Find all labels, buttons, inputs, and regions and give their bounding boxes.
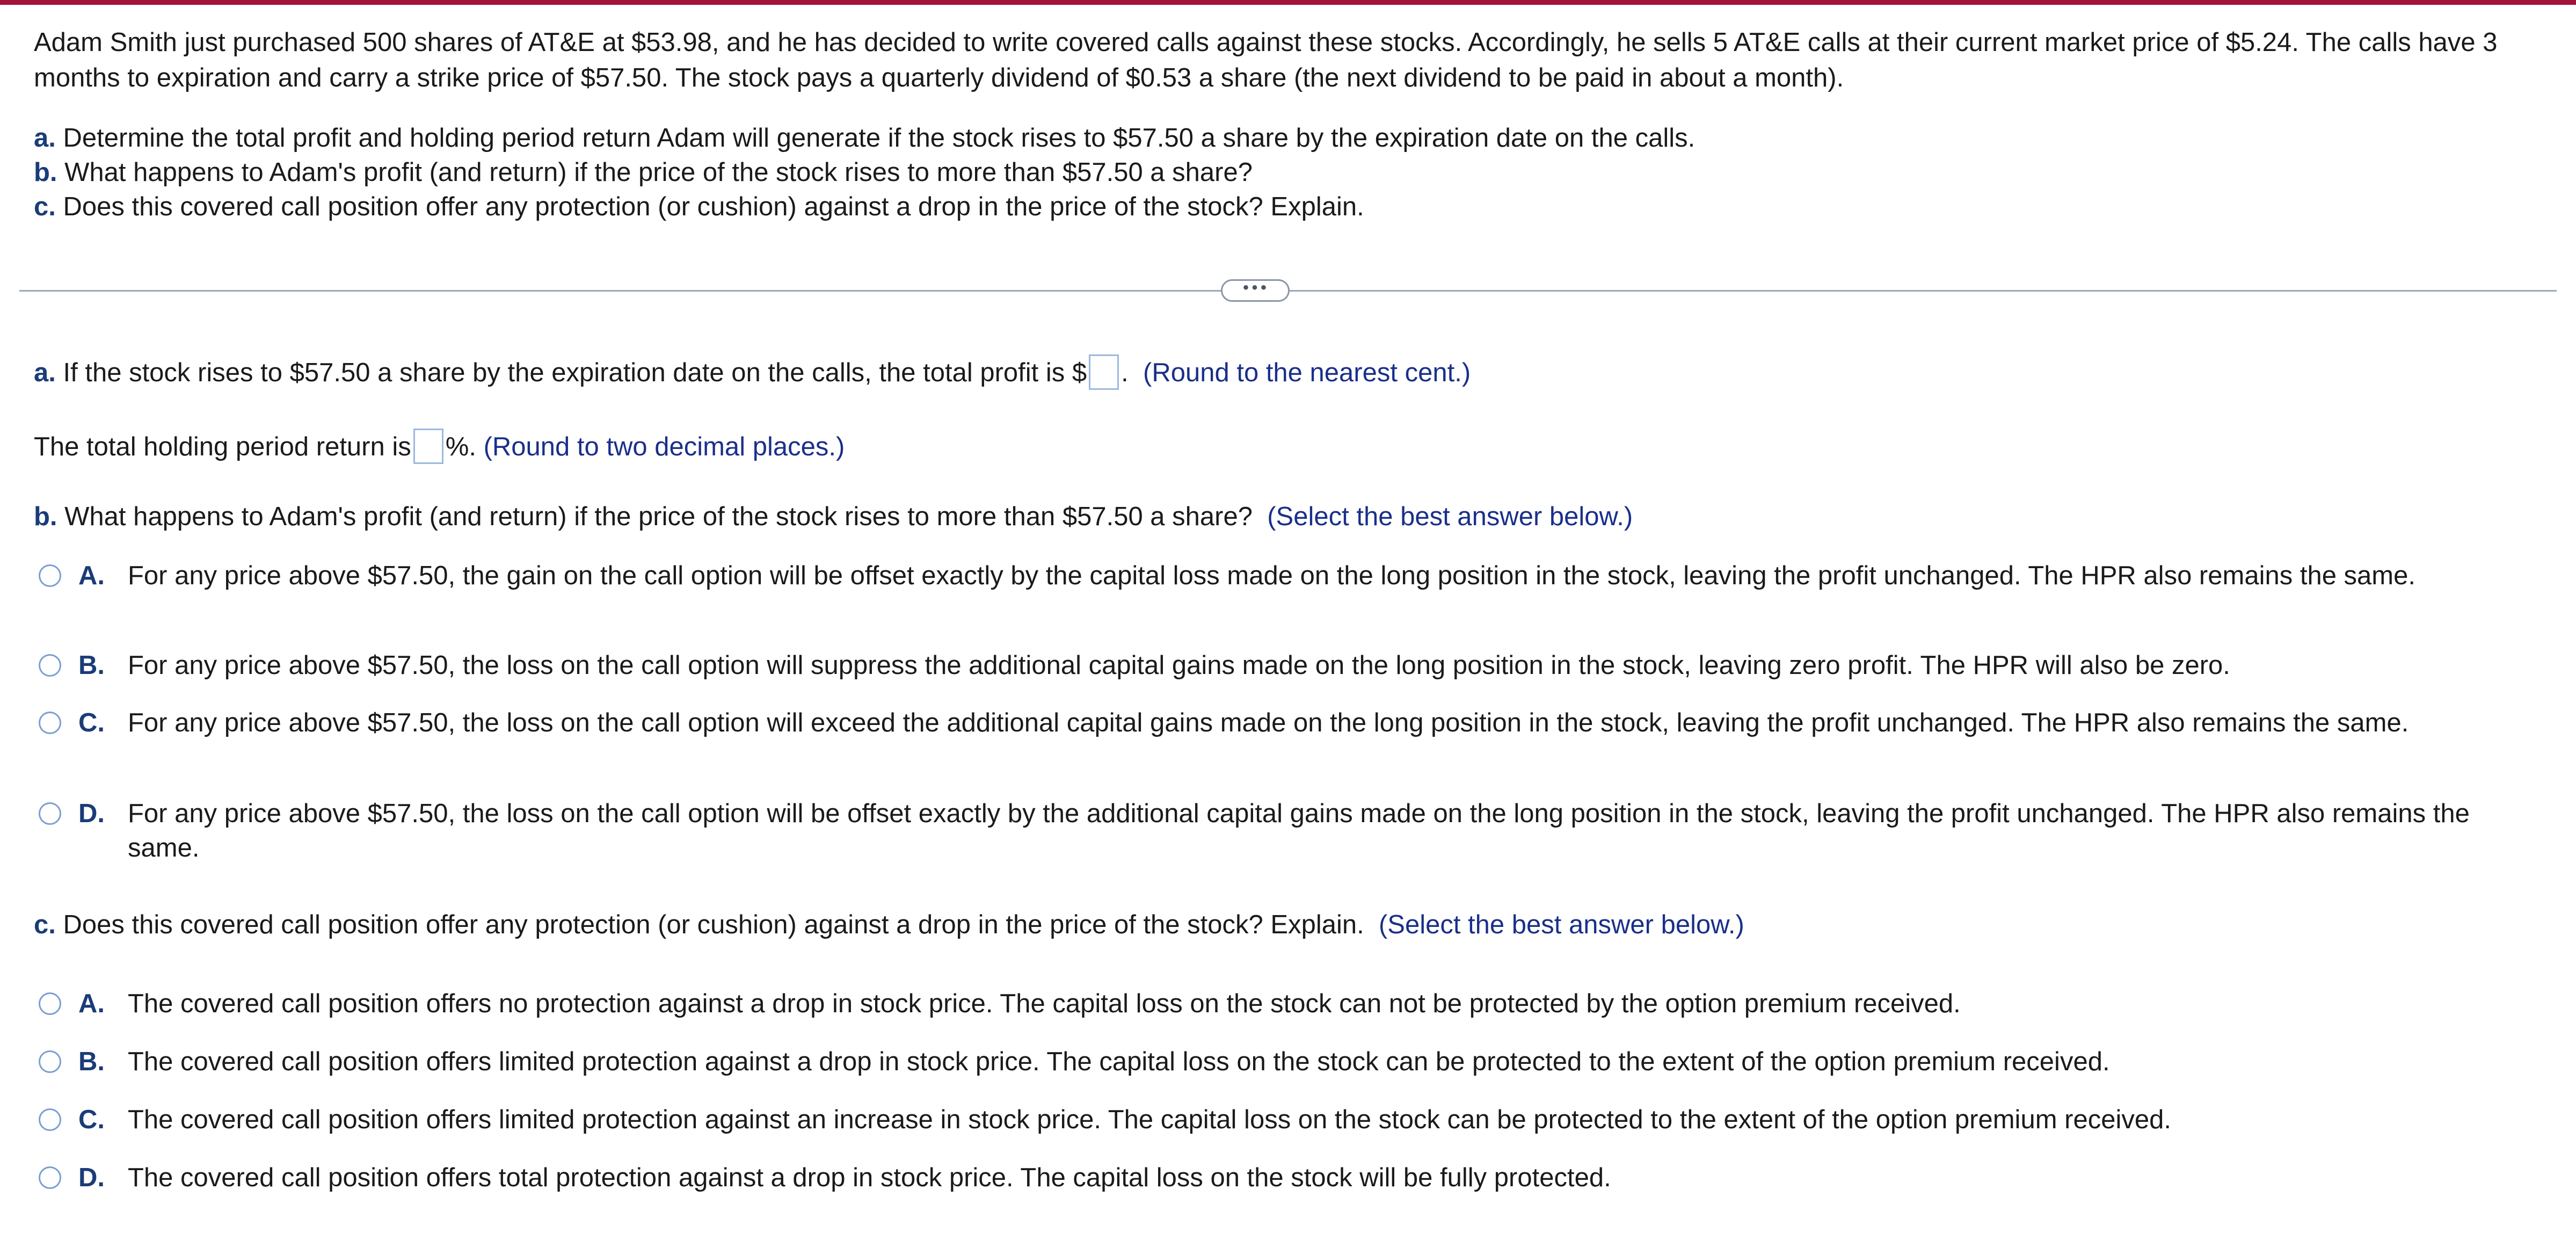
option-text: The covered call position offers no protection against a drop in stock price. The capital loss on the stock can not be protected by the option premium received. — [128, 989, 1961, 1018]
option-text: The covered call position offers limited protection against a drop in stock price. The capital loss on the stock can be protected to the extent of the option premium received. — [128, 1047, 2110, 1076]
option-letter: A. — [78, 989, 105, 1018]
option-b-c[interactable] — [39, 706, 2541, 740]
option-letter: C. — [78, 708, 105, 737]
part-label: c. — [34, 192, 56, 221]
option-text: For any price above $57.50, the loss on the call option will be offset exactly by the additional capital gains made on the long position in the stock, leaving the profit unchanged. The HPR also remains the same. — [128, 799, 2470, 862]
option-b-a[interactable] — [39, 559, 2541, 593]
hpr-percent: %. — [445, 432, 476, 461]
option-text: For any price above $57.50, the gain on the call option will be offset exactly by the capital loss made on the long position in the stock, leaving the profit unchanged. The HPR also remains the same. — [128, 561, 2415, 590]
question-intro: Adam Smith just purchased 500 shares of AT&E at $53.98, and he has decided to write covered calls against these stocks. Accordingly, he sells 5 AT&E calls at their current market price of $5.24. The calls have 3 months to expiration and carry a strike price of $57.50. The stock pays a quarterly dividend of $0.53 a share (the next dividend to be paid in about a month). — [34, 28, 2498, 92]
question-part-a — [34, 121, 1695, 155]
question-part-c — [34, 190, 1695, 224]
option-letter: D. — [78, 799, 105, 828]
hpr-input[interactable] — [413, 429, 443, 464]
answer-a-hpr-line — [34, 430, 845, 464]
answer-a-text: If the stock rises to $57.50 a share by the expiration date on the calls, the total profit is $ — [63, 358, 1087, 387]
answer-c-label: c. — [34, 910, 56, 939]
question-part-b — [34, 155, 1695, 190]
answer-c-question — [34, 908, 1744, 942]
option-letter: A. — [78, 561, 105, 590]
radio-button[interactable] — [39, 712, 61, 734]
part-text: Determine the total profit and holding period return Adam will generate if the stock rises to $57.50 a share by the expiration date on the calls. — [63, 124, 1695, 153]
option-b-d[interactable] — [39, 796, 2541, 865]
answer-a-punct: . — [1121, 358, 1129, 387]
profit-input[interactable] — [1089, 354, 1119, 390]
option-b-b[interactable] — [39, 648, 2541, 683]
hpr-text: The total holding period return is — [34, 432, 411, 461]
option-text: For any price above $57.50, the loss on the call option will exceed the additional capital gains made on the long position in the stock, leaving the profit unchanged. The HPR also remains the same. — [128, 708, 2409, 737]
expand-divider-button[interactable]: ••• — [1221, 279, 1290, 302]
radio-button[interactable] — [39, 654, 61, 677]
option-c-b[interactable] — [39, 1045, 2541, 1079]
option-letter: C. — [78, 1105, 105, 1134]
top-accent-bar — [0, 0, 2576, 5]
answer-a-profit-line — [34, 356, 1471, 390]
hpr-rounding-hint: (Round to two decimal places.) — [483, 432, 845, 461]
profit-rounding-hint: (Round to the nearest cent.) — [1143, 358, 1471, 387]
part-text: What happens to Adam's profit (and return) if the price of the stock rises to more than $57.50 a share? — [64, 158, 1253, 187]
answer-b-hint: (Select the best answer below.) — [1267, 502, 1633, 531]
option-letter: B. — [78, 1047, 105, 1076]
option-letter: B. — [78, 651, 105, 680]
question-text — [34, 25, 2557, 96]
radio-button[interactable] — [39, 1108, 61, 1131]
option-text: The covered call position offers total protection against a drop in stock price. The capital loss on the stock will be fully protected. — [128, 1163, 1611, 1192]
answer-b-label: b. — [34, 502, 57, 531]
part-text: Does this covered call position offer any protection (or cushion) against a drop in the price of the stock? Explain. — [63, 192, 1364, 221]
answer-b-question — [34, 499, 1633, 534]
option-c-a[interactable] — [39, 987, 2541, 1021]
answer-a-label: a. — [34, 358, 56, 387]
radio-button[interactable] — [39, 1166, 61, 1189]
radio-button[interactable] — [39, 564, 61, 587]
part-label: b. — [34, 158, 57, 187]
radio-button[interactable] — [39, 1050, 61, 1073]
answer-c-hint: (Select the best answer below.) — [1378, 910, 1744, 939]
part-label: a. — [34, 124, 56, 153]
answer-c-text: Does this covered call position offer any protection (or cushion) against a drop in the price of the stock? Explain. — [63, 910, 1364, 939]
question-parts — [34, 121, 1695, 224]
radio-button[interactable] — [39, 992, 61, 1015]
radio-button[interactable] — [39, 802, 61, 825]
answer-b-text: What happens to Adam's profit (and return) if the price of the stock rises to more than $57.50 a share? — [64, 502, 1253, 531]
option-c-d[interactable] — [39, 1161, 2541, 1195]
option-text: The covered call position offers limited protection against an increase in stock price. The capital loss on the stock can be protected to the extent of the option premium received. — [128, 1105, 2171, 1134]
option-letter: D. — [78, 1163, 105, 1192]
option-text: For any price above $57.50, the loss on the call option will suppress the additional capital gains made on the long position in the stock, leaving zero profit. The HPR will also be zero. — [128, 651, 2230, 680]
option-c-c[interactable] — [39, 1103, 2541, 1137]
